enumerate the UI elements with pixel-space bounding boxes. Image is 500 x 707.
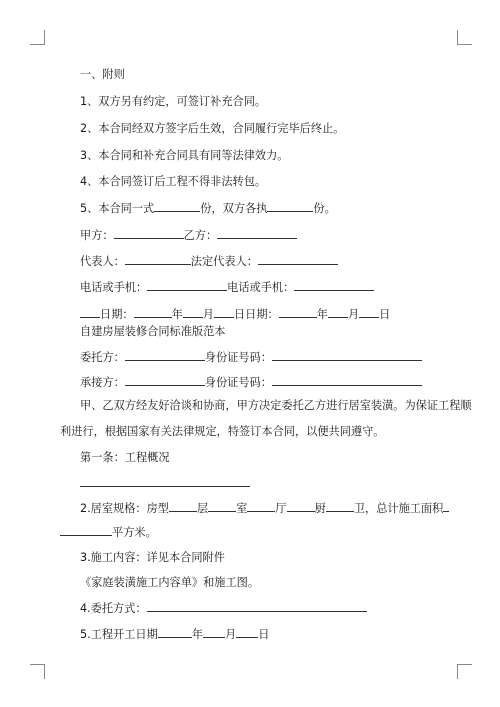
client-blank[interactable] [125,350,205,361]
start-date-row [80,627,460,642]
commission-method-blank[interactable] [147,601,367,612]
client-row [80,350,460,365]
clause-3: 3、本合同和补充合同具有同等法律效力。 [80,149,289,162]
contractor-id-label: 身份证号码： [204,376,272,389]
client-id-label: 身份证号码： [204,351,272,364]
phone-b-blank[interactable] [294,280,374,291]
start-month-blank[interactable] [203,627,225,638]
legal-representative-label: 法定代表人： [190,255,258,268]
client-id-blank[interactable] [272,350,422,361]
month-b-label: 月 [347,308,360,321]
phone-a-blank[interactable] [147,280,227,291]
kitchens-label: 厨 [314,502,326,515]
legal-representative-blank[interactable] [258,254,338,265]
party-b-label: 乙方： [183,229,218,242]
area-row [60,525,460,540]
section-heading-appendix: 一、附则 [80,68,125,81]
halls-label: 厅 [275,502,287,515]
room-spec-row [80,501,460,516]
preamble-line-2: 利进行，根据国家有关法律规定，特签订本合同，以便共同遵守。 [60,425,385,438]
start-date-label: 5.工程开工日期 [80,628,158,641]
project-address-row [80,476,460,491]
day-a-date-b-label: 日日期： [233,308,279,321]
clause-2: 2、本合同经双方签字后生效，合同履行完毕后终止。 [80,122,345,135]
start-month-label: 月 [225,628,237,641]
construction-content-detail: 《家庭装潢施工内容单》和施工图。 [80,576,260,589]
month-b-blank[interactable] [328,307,348,318]
party-row [80,228,460,243]
clause-5-text-c: 份。 [313,202,336,215]
clause-4: 4、本合同签订后工程不得非法转包。 [80,175,267,188]
representative-blank[interactable] [125,254,191,265]
party-a-blank[interactable] [114,228,184,239]
floors-label: 层 [197,502,209,515]
date-row [80,307,460,322]
day-b-label: 日 [379,308,391,321]
representative-label: 代表人： [80,255,125,268]
kitchens-blank[interactable] [287,501,315,512]
clause-5-text-b: 份，双方各执 [200,202,268,215]
floors-blank[interactable] [169,501,197,512]
contractor-row [80,375,460,390]
phone-a-label: 电话或手机： [80,281,148,294]
year-a-label: 年 [171,308,183,321]
bathrooms-blank[interactable] [326,501,354,512]
halls-blank[interactable] [247,501,275,512]
start-day-label: 日 [258,628,270,641]
corner-mark-bottom-right [457,664,472,679]
start-year-label: 年 [191,628,204,641]
month-a-label: 月 [202,308,214,321]
area-blank[interactable] [60,525,112,536]
contractor-id-blank[interactable] [272,375,422,386]
year-a-blank[interactable] [134,307,172,318]
contractor-label: 承接方： [80,376,125,389]
project-address-blank[interactable] [80,476,250,487]
representative-row [80,254,460,269]
rooms-blank[interactable] [208,501,236,512]
copies-total-blank[interactable] [154,201,200,212]
bathrooms-area-label: 卫，总计施工面积 [353,502,444,515]
clause-1: 1、双方另有约定，可签订补充合同。 [80,95,267,108]
date-prefix-blank[interactable] [80,307,100,318]
area-unit-label: 平方米。 [112,526,157,539]
contractor-blank[interactable] [125,375,205,386]
commission-method-label: 4.委托方式： [80,602,147,615]
document-title: 自建房屋装修合同标准版范本 [80,325,226,338]
date-label-a: 日期： [100,308,134,321]
area-blank-start[interactable] [443,501,449,512]
year-b-blank[interactable] [279,307,317,318]
preamble-line-1: 甲、乙双方经友好洽谈和协商，甲方决定委托乙方进行居室装潢。为保证工程顺 [80,399,472,412]
phone-row [80,280,460,295]
phone-b-label: 电话或手机： [227,281,295,294]
year-b-label: 年 [316,308,328,321]
copies-each-blank[interactable] [267,201,313,212]
start-year-blank[interactable] [158,627,192,638]
commission-method-row [80,601,460,616]
party-b-blank[interactable] [217,228,297,239]
corner-mark-bottom-left [30,664,45,679]
article-1-heading: 第一条：工程概况 [80,451,170,464]
client-label: 委托方： [80,351,125,364]
corner-mark-top-left [30,30,45,45]
rooms-label: 室 [236,502,248,515]
clause-5 [80,201,460,216]
day-a-blank[interactable] [214,307,234,318]
room-type-label: 2.居室规格：房型 [80,502,169,515]
month-a-blank[interactable] [183,307,203,318]
clause-5-text-a: 5、本合同一式 [80,202,155,215]
construction-content: 3.施工内容：详见本合同附件 [80,551,225,564]
day-b-blank[interactable] [359,307,379,318]
start-day-blank[interactable] [236,627,258,638]
party-a-label: 甲方： [80,229,114,242]
corner-mark-top-right [457,30,472,45]
